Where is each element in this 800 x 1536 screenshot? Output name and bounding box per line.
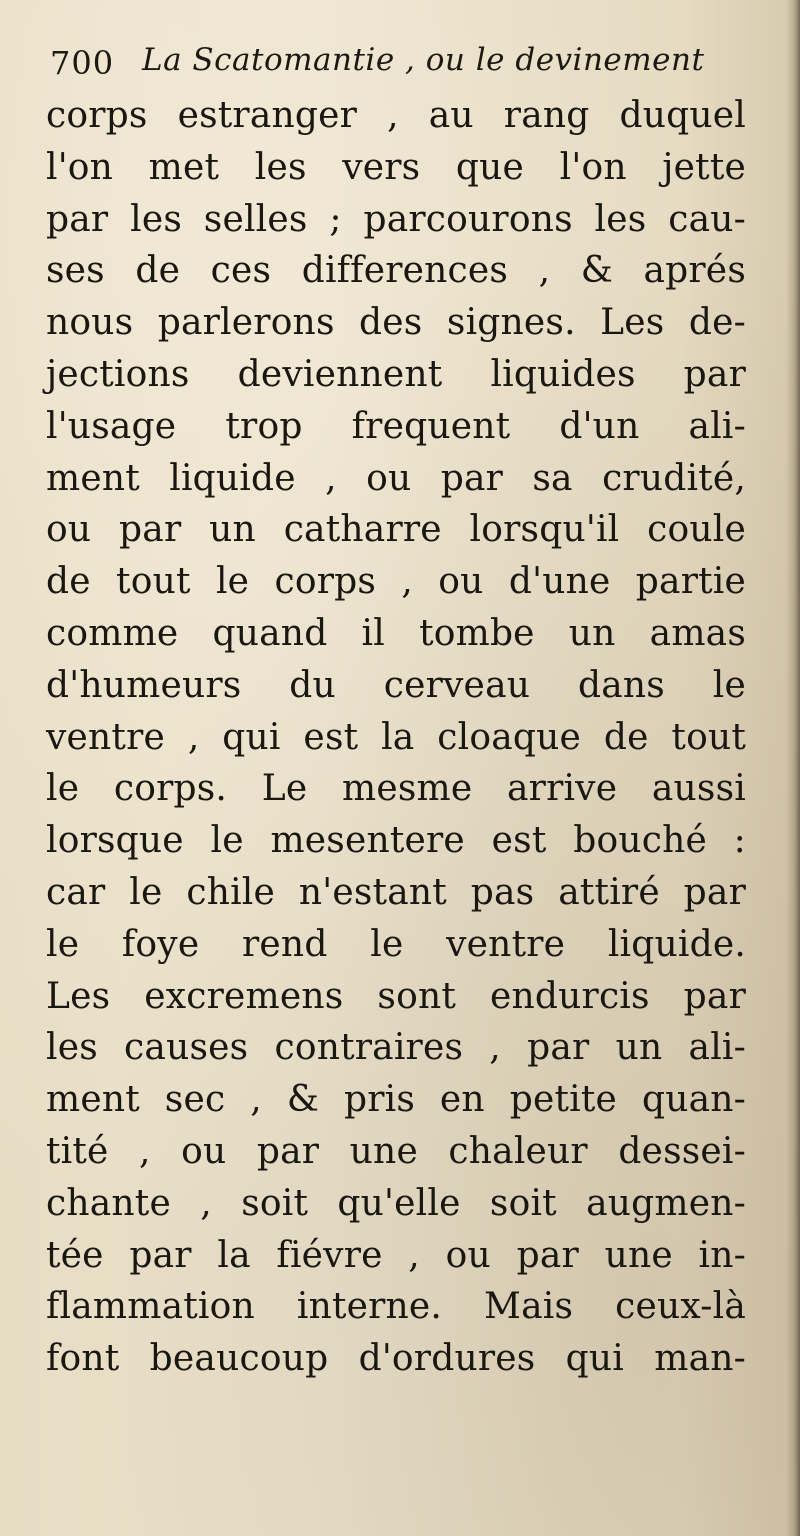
text-line: ses de ces differences , & aprés <box>46 250 746 292</box>
page-header <box>50 40 750 90</box>
text-line: lorsque le mesentere est bouché : <box>46 820 746 862</box>
text-line: tité , ou par une chaleur dessei- <box>46 1130 746 1172</box>
text-line: flammation interne. Mais ceux-là <box>46 1286 746 1328</box>
text-line: par les selles ; parcourons les cau- <box>46 198 746 240</box>
text-line: font beaucoup d'ordures qui man- <box>46 1338 746 1380</box>
text-line: tée par la fiévre , ou par une in- <box>46 1234 746 1276</box>
running-title: La Scatomantie , ou le devinement <box>142 42 705 78</box>
text-line: le foye rend le ventre liquide. <box>46 923 746 965</box>
body-text <box>46 90 746 1385</box>
text-line: ventre , qui est la cloaque de tout <box>46 716 746 758</box>
text-line: le corps. Le mesme arrive aussi <box>46 768 746 810</box>
text-line: les causes contraires , par un ali- <box>46 1027 746 1069</box>
text-line: ou par un catharre lorsqu'il coule <box>46 509 746 551</box>
text-line: Les excremens sont endurcis par <box>46 975 746 1017</box>
text-line: ment liquide , ou par sa crudité, <box>46 457 746 499</box>
text-line: ment sec , & pris en petite quan- <box>46 1079 746 1121</box>
text-line: l'usage trop frequent d'un ali- <box>46 405 746 447</box>
page-number: 700 <box>50 44 115 82</box>
text-line: car le chile n'estant pas attiré par <box>46 871 746 913</box>
text-line: de tout le corps , ou d'une partie <box>46 561 746 603</box>
text-line: d'humeurs du cerveau dans le <box>46 664 746 706</box>
page-edge-shadow <box>786 0 800 1536</box>
text-line: chante , soit qu'elle soit augmen- <box>46 1182 746 1224</box>
text-line: corps estranger , au rang duquel <box>46 95 746 136</box>
text-line: jections deviennent liquides par <box>46 353 746 395</box>
text-line: comme quand il tombe un amas <box>46 612 746 654</box>
text-line: l'on met les vers que l'on jette <box>46 146 746 188</box>
text-line: nous parlerons des signes. Les de- <box>46 302 746 344</box>
